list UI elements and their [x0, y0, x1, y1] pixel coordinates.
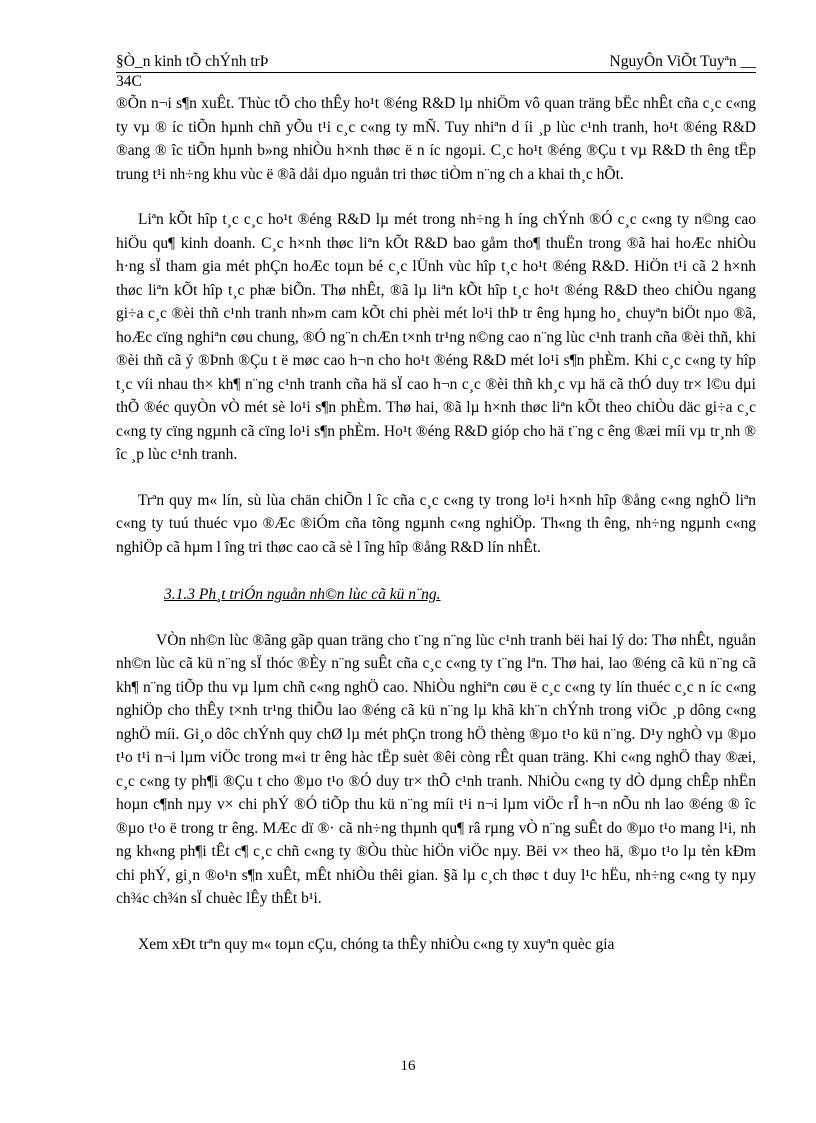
header-author: NguyÔn ViÕt Tuyªn __ [609, 53, 756, 70]
page-number: 16 [400, 1058, 416, 1074]
document-body [116, 92, 756, 956]
page-header [116, 52, 756, 92]
header-class: 34C [116, 73, 142, 90]
paragraph: Xem xÐt trªn quy m« toµn cÇu, chóng ta thÊy nhiÒu c«ng ty xuyªn quèc gia [138, 935, 615, 953]
paragraph: Liªn kÕt hîp t¸c c¸c ho¹t ®éng R&D lµ mét trong nh÷ng h íng chÝnh ®Ó c¸c c«ng ty n©ng cao hiÖu qu¶ kinh doanh. C¸c h×nh thøc liªn kÕt R&D bao gåm tho¶ thuËn trong ®ã hai hoÆc nhiÒu h·ng sÏ tham gia mét phÇn hoÆc toµn bé c¸c lÜnh vùc hîp t¸c ho¹t ®éng R&D. HiÖn t¹i cã 2 h×nh thøc liªn kÕt hîp t¸c phæ biÕn. Thø nhÊt, ®ã lµ liªn kÕt hîp t¸c ho¹t ®éng R&D theo chiÒu ngang gi÷a c¸c ®èi thñ c¹nh tranh nh»m cam kÕt chi phèi mét lo¹i thÞ tr êng hµng ho¸ chuyªn biÖt nµo ®ã, hoÆc cïng nghiªn cøu chung, ®Ó ng¨n chÆn t×nh tr¹ng n©ng cao n¨ng lùc c¹nh tranh cña ®èi thñ, khi ®èi thñ cã ý ®Þnh ®Çu t ë møc cao h¬n cho ho¹t ®éng R&D mét lo¹i s¶n phÈm. Khi c¸c c«ng ty hîp t¸c víi nhau th× kh¶ n¨ng c¹nh tranh cña hä sÏ cao h¬n c¸c ®èi thñ kh¸c vµ hä cã thÓ duy tr× l©u dµi thÕ ®éc quyÒn vÒ mét sè lo¹i s¶n phÈm. Thø hai, ®ã lµ h×nh thøc liªn kÕt theo chiÒu däc gi÷a c¸c c«ng ty cïng ngµnh cã cïng lo¹i s¶n phÈm. Ho¹t ®éng R&D gióp cho hä t¨ng c êng ®æi míi vµ tr¸nh ® îc ¸p lùc c¹nh tranh. [116, 211, 756, 463]
header-course-title: §Ò_n kinh tÕ chÝnh trÞ [116, 53, 269, 70]
header-rule [116, 72, 756, 73]
paragraph: Trªn quy m« lín, sù lùa chän chiÕn l îc cña c¸c c«ng ty trong lo¹i h×nh hîp ®ång c«ng nghÖ liªn c«ng ty tuú thuéc vµo ®Æc ®iÓm cña tõng ngµnh c«ng nghiÖp. Th«ng th êng, nh÷ng ngµnh c«ng nghiÖp cã hµm l îng tri thøc cao cã sè l îng hîp ®ång R&D lín nhÊt. [116, 491, 756, 556]
paragraph: ®Õn n¬i s¶n xuÊt. Thùc tÕ cho thÊy ho¹t ®éng R&D lµ nhiÖm vô quan träng bËc nhÊt cña c¸c c«ng ty vµ ® íc tiÕn hµnh chñ yÕu t¹i c¸c c«ng ty mÑ. Tuy nhiªn d íi ¸p lùc c¹nh tranh, ho¹t ®éng R&D ®ang ® îc tiÕn hµnh b»ng nhiÒu h×nh thøc ë n íc ngoµi. C¸c ho¹t ®éng ®Çu t vµ R&D th êng tËp trung t¹i nh÷ng khu vùc ë ®ã dåi dµo nguån tri thøc tiÒm n¨ng ch a khai th¸c hÕt. [116, 95, 756, 183]
section-heading: 3.1.3 Ph¸t triÓn nguån nh©n lùc cã kü n¨ng. [164, 586, 441, 603]
paragraph: VÒn nh©n lùc ®ãng gãp quan träng cho t¨ng n¨ng lùc c¹nh tranh bëi hai lý do: Thø nhÊt, nguån nh©n lùc cã kü n¨ng sÏ thóc ®Èy n¨ng suÊt cña c¸c c«ng ty t¨ng lªn. Thø hai, lao ®éng cã kü n¨ng cã kh¶ n¨ng tiÕp thu vµ lµm chñ c«ng nghÖ cao. NhiÒu nghiªn cøu ë c¸c c«ng ty lín thuéc c¸c n íc c«ng nghiÖp cho thÊy t×nh tr¹ng thiÕu lao ®éng cã kü n¨ng lµ khã kh¨n chÝnh trong viÖc ¸p dông c«ng nghÖ míi. Gi¸o dôc chÝnh quy chØ lµ mét phÇn trong hÖ thèng ®µo t¹o kü n¨ng. D¹y nghÒ vµ ®µo t¹o t¹i n¬i lµm viÖc trong m«i tr êng hàc tËp suèt ®êi còng rÊt quan träng. Khi c«ng nghÖ thay ®æi, c¸c c«ng ty ph¶i ®Çu t cho ®µo t¹o ®Ó duy tr× thÕ c¹nh tranh. NhiÒu c«ng ty dÒ dµng chÊp nhËn hoµn c¶nh nµy v× chi phÝ ®Ó tiÕp thu kü n¨ng míi t¹i n¬i lµm viÖc rÎ h¬n nÕu nh lao ®éng ® îc ®µo t¹o ë trong tr êng. MÆc dï ®· cã nh÷ng thµnh qu¶ râ rµng vÒ n¨ng suÊt do ®µo t¹o mang l¹i, nh ng kh«ng ph¶i tÊt c¶ c¸c chñ c«ng ty ®Òu thùc hiÖn viÖc nµy. Bëi v× theo hä, ®µo t¹o lµ tèn kÐm chi phÝ, gi¸n ®o¹n s¶n xuÊt, mÊt nhiÒu thêi gian. §ã lµ c¸ch thøc t duy l¹c hËu, nh÷ng c«ng ty nµy ch¾c ch¾n sÏ chuèc lÊy thÊt b¹i. [116, 631, 756, 907]
